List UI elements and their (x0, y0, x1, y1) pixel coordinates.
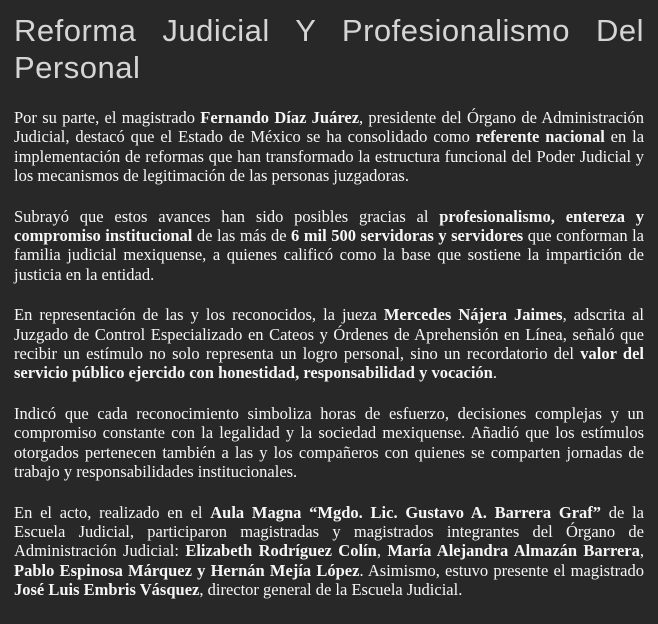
paragraph-segment: que conforman la familia judicial mexiquense, a quienes calificó como la base que sostiene la impartición de justicia en la entidad. (14, 226, 644, 284)
paragraph-bold-segment: 6 mil 500 servidoras y servidores (291, 226, 524, 246)
paragraph-segment: En representación de las y los reconocidos, la jueza (14, 305, 384, 325)
paragraph-bold-segment: José Luis Embris Vásquez (14, 580, 200, 600)
paragraph-segment: de la Escuela Judicial, participaron magistradas y magistrados integrantes del Órgano de Administración Judicial: (14, 502, 644, 561)
paragraph-bold-segment: Pablo Espinosa Márquez y Hernán Mejía López (14, 560, 360, 580)
page-title: Reforma Judicial Y Profesionalismo Del Personal (14, 13, 644, 85)
paragraph (14, 207, 644, 285)
paragraph-segment: Subrayó que estos avances han sido posibles gracias al (14, 206, 440, 226)
paragraph-bold-segment: valor del servicio público ejercido con honestidad, responsabilidad y vocación (14, 344, 644, 383)
paragraph-bold-segment: María Alejandra Almazán Barrera (387, 541, 640, 561)
paragraph-segment: . Asimismo, estuvo presente el magistrado (359, 560, 644, 580)
paragraph-segment: En el acto, realizado en el (14, 502, 211, 522)
paragraph-bold-segment: Fernando Díaz Juárez (200, 108, 360, 127)
paragraph (14, 108, 644, 186)
paragraph-segment: Indicó que cada reconocimiento simboliza horas de esfuerzo, decisiones complejas y un compromiso constante con la legalidad y la sociedad mexiquense. Añadió que los estímulos otorgados pertenecen también a las y los compañeros con quienes se comparten jornadas de trabajo y responsabilidades institucionales. (14, 403, 644, 482)
paragraph-segment: Por su parte, el magistrado (14, 108, 201, 127)
paragraph-segment: , adscrita al Juzgado de Control Especializado en Cateos y Órdenes de Aprehensión en Línea, señaló que recibir un estímulo no solo representa un logro personal, sino un recordatorio del (14, 305, 644, 364)
article-body (14, 108, 644, 600)
paragraph-segment: en la implementación de reformas que han transformado la estructura funcional del Poder Judicial y los mecanismos de legitimación de las personas juzgadoras. (14, 127, 645, 186)
paragraph-segment: , director general de la Escuela Judicial. (199, 580, 463, 600)
paragraph-bold-segment: Mercedes Nájera Jaimes (383, 305, 563, 325)
paragraph-bold-segment: Aula Magna “Mgdo. Lic. Gustavo A. Barrera Graf” (210, 502, 602, 522)
paragraph (14, 305, 644, 383)
paragraph (14, 404, 644, 482)
paragraph-segment: de las más de (192, 226, 292, 246)
paragraph-segment: , presidente del Órgano de Administración Judicial, destacó que el Estado de México se ha consolidado como (14, 108, 644, 147)
paragraph-segment: , (376, 541, 388, 561)
paragraph-segment: , (639, 541, 645, 561)
paragraph-bold-segment: referente nacional (475, 127, 605, 147)
paragraph (14, 503, 644, 600)
paragraph-segment: . (492, 363, 497, 383)
paragraph-bold-segment: profesionalismo, entereza y compromiso institucional (14, 206, 644, 246)
paragraph-bold-segment: Elizabeth Rodríguez Colín (185, 541, 377, 561)
